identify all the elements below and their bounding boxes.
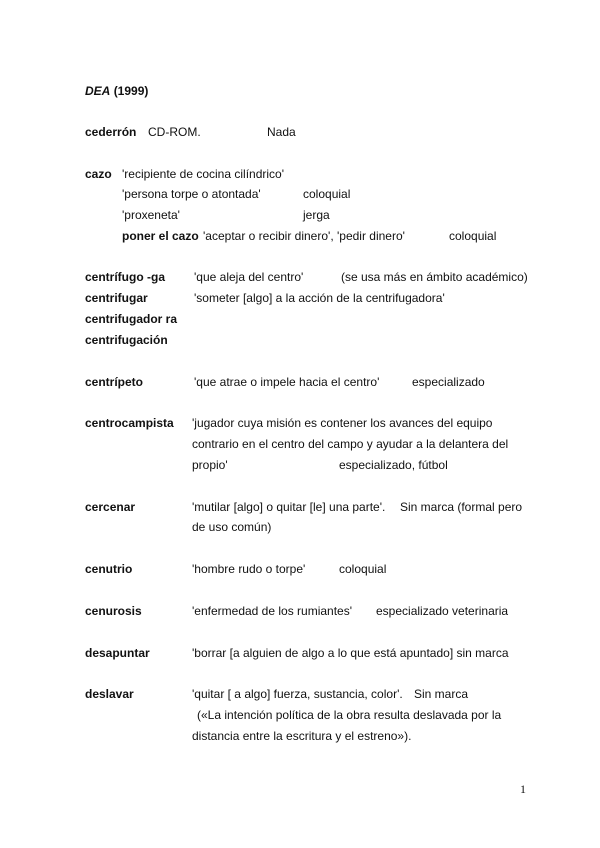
document-title	[85, 84, 148, 98]
entry-definition: 'proxeneta'	[122, 208, 180, 222]
entry-usage-mark: especializado veterinaria	[376, 604, 509, 618]
entry-definition: 'quitar [ a algo] fuerza, sustancia, color'.	[192, 687, 403, 701]
entry-headword: desapuntar	[85, 646, 150, 660]
entry-usage-mark-continued: de uso común)	[192, 520, 272, 534]
entry-definition: 'someter [algo] a la acción de la centrifugadora'	[194, 291, 445, 305]
entry-definition: 'que aleja del centro'	[194, 270, 304, 284]
entry-definition-line: propio'	[192, 458, 228, 472]
entry-headword: centrifugar	[85, 291, 148, 305]
entry-headword: centrípeto	[85, 375, 144, 389]
entry-usage-mark: coloquial	[339, 562, 387, 576]
entry-usage-mark: especializado	[412, 375, 485, 389]
entry-definition: CD-ROM.	[148, 125, 201, 139]
entry-headword: centrífugo -ga	[85, 270, 165, 284]
entry-usage-mark: coloquial	[303, 187, 351, 201]
title-source: DEA	[85, 84, 111, 98]
entry-usage-mark: especializado, fútbol	[339, 458, 448, 472]
entry-headword: cazo	[85, 167, 112, 181]
entry-definition: 'que atrae o impele hacia el centro'	[194, 375, 380, 389]
entry-headword: cenurosis	[85, 604, 142, 618]
entry-example-line: distancia entre la escritura y el estreno»).	[192, 729, 412, 743]
entry-headword: centrocampista	[85, 416, 174, 430]
entry-headword: centrifugación	[85, 333, 168, 347]
title-year: (1999)	[113, 84, 149, 98]
entry-usage-mark: coloquial	[449, 229, 497, 243]
entry-definition: 'enfermedad de los rumiantes'	[192, 604, 353, 618]
entry-usage-mark: Nada	[267, 125, 296, 139]
entry-definition: 'borrar [a alguien de algo a lo que está apuntado] sin marca	[192, 646, 509, 660]
entry-definition-line: contrario en el centro del campo y ayudar a la delantera del	[192, 437, 509, 451]
entry-usage-mark: (se usa más en ámbito académico)	[341, 270, 528, 284]
entry-example-line: («La intención política de la obra resulta deslavada por la	[197, 708, 502, 722]
entry-definition: 'aceptar o recibir dinero', 'pedir dinero'	[203, 229, 405, 243]
entry-headword: deslavar	[85, 687, 134, 701]
entry-headword: cederrón	[85, 125, 137, 139]
phrase-headword: poner el cazo	[122, 229, 199, 243]
entry-definition: 'mutilar [algo] o quitar [le] una parte'.	[192, 500, 386, 514]
entry-headword: centrifugador ra	[85, 312, 178, 326]
entry-definition-line: 'jugador cuya misión es contener los avances del equipo	[192, 416, 493, 430]
entry-usage-mark: Sin marca (formal pero	[400, 500, 523, 514]
entry-usage-mark: Sin marca	[414, 687, 469, 701]
entry-definition: 'hombre rudo o torpe'	[192, 562, 306, 576]
entry-usage-mark: jerga	[303, 208, 330, 222]
entry-definition: 'recipiente de cocina cilíndrico'	[122, 167, 284, 181]
entry-definition: 'persona torpe o atontada'	[122, 187, 261, 201]
entry-headword: cenutrio	[85, 562, 133, 576]
entry-headword: cercenar	[85, 500, 136, 514]
page-number: 1	[520, 782, 526, 796]
